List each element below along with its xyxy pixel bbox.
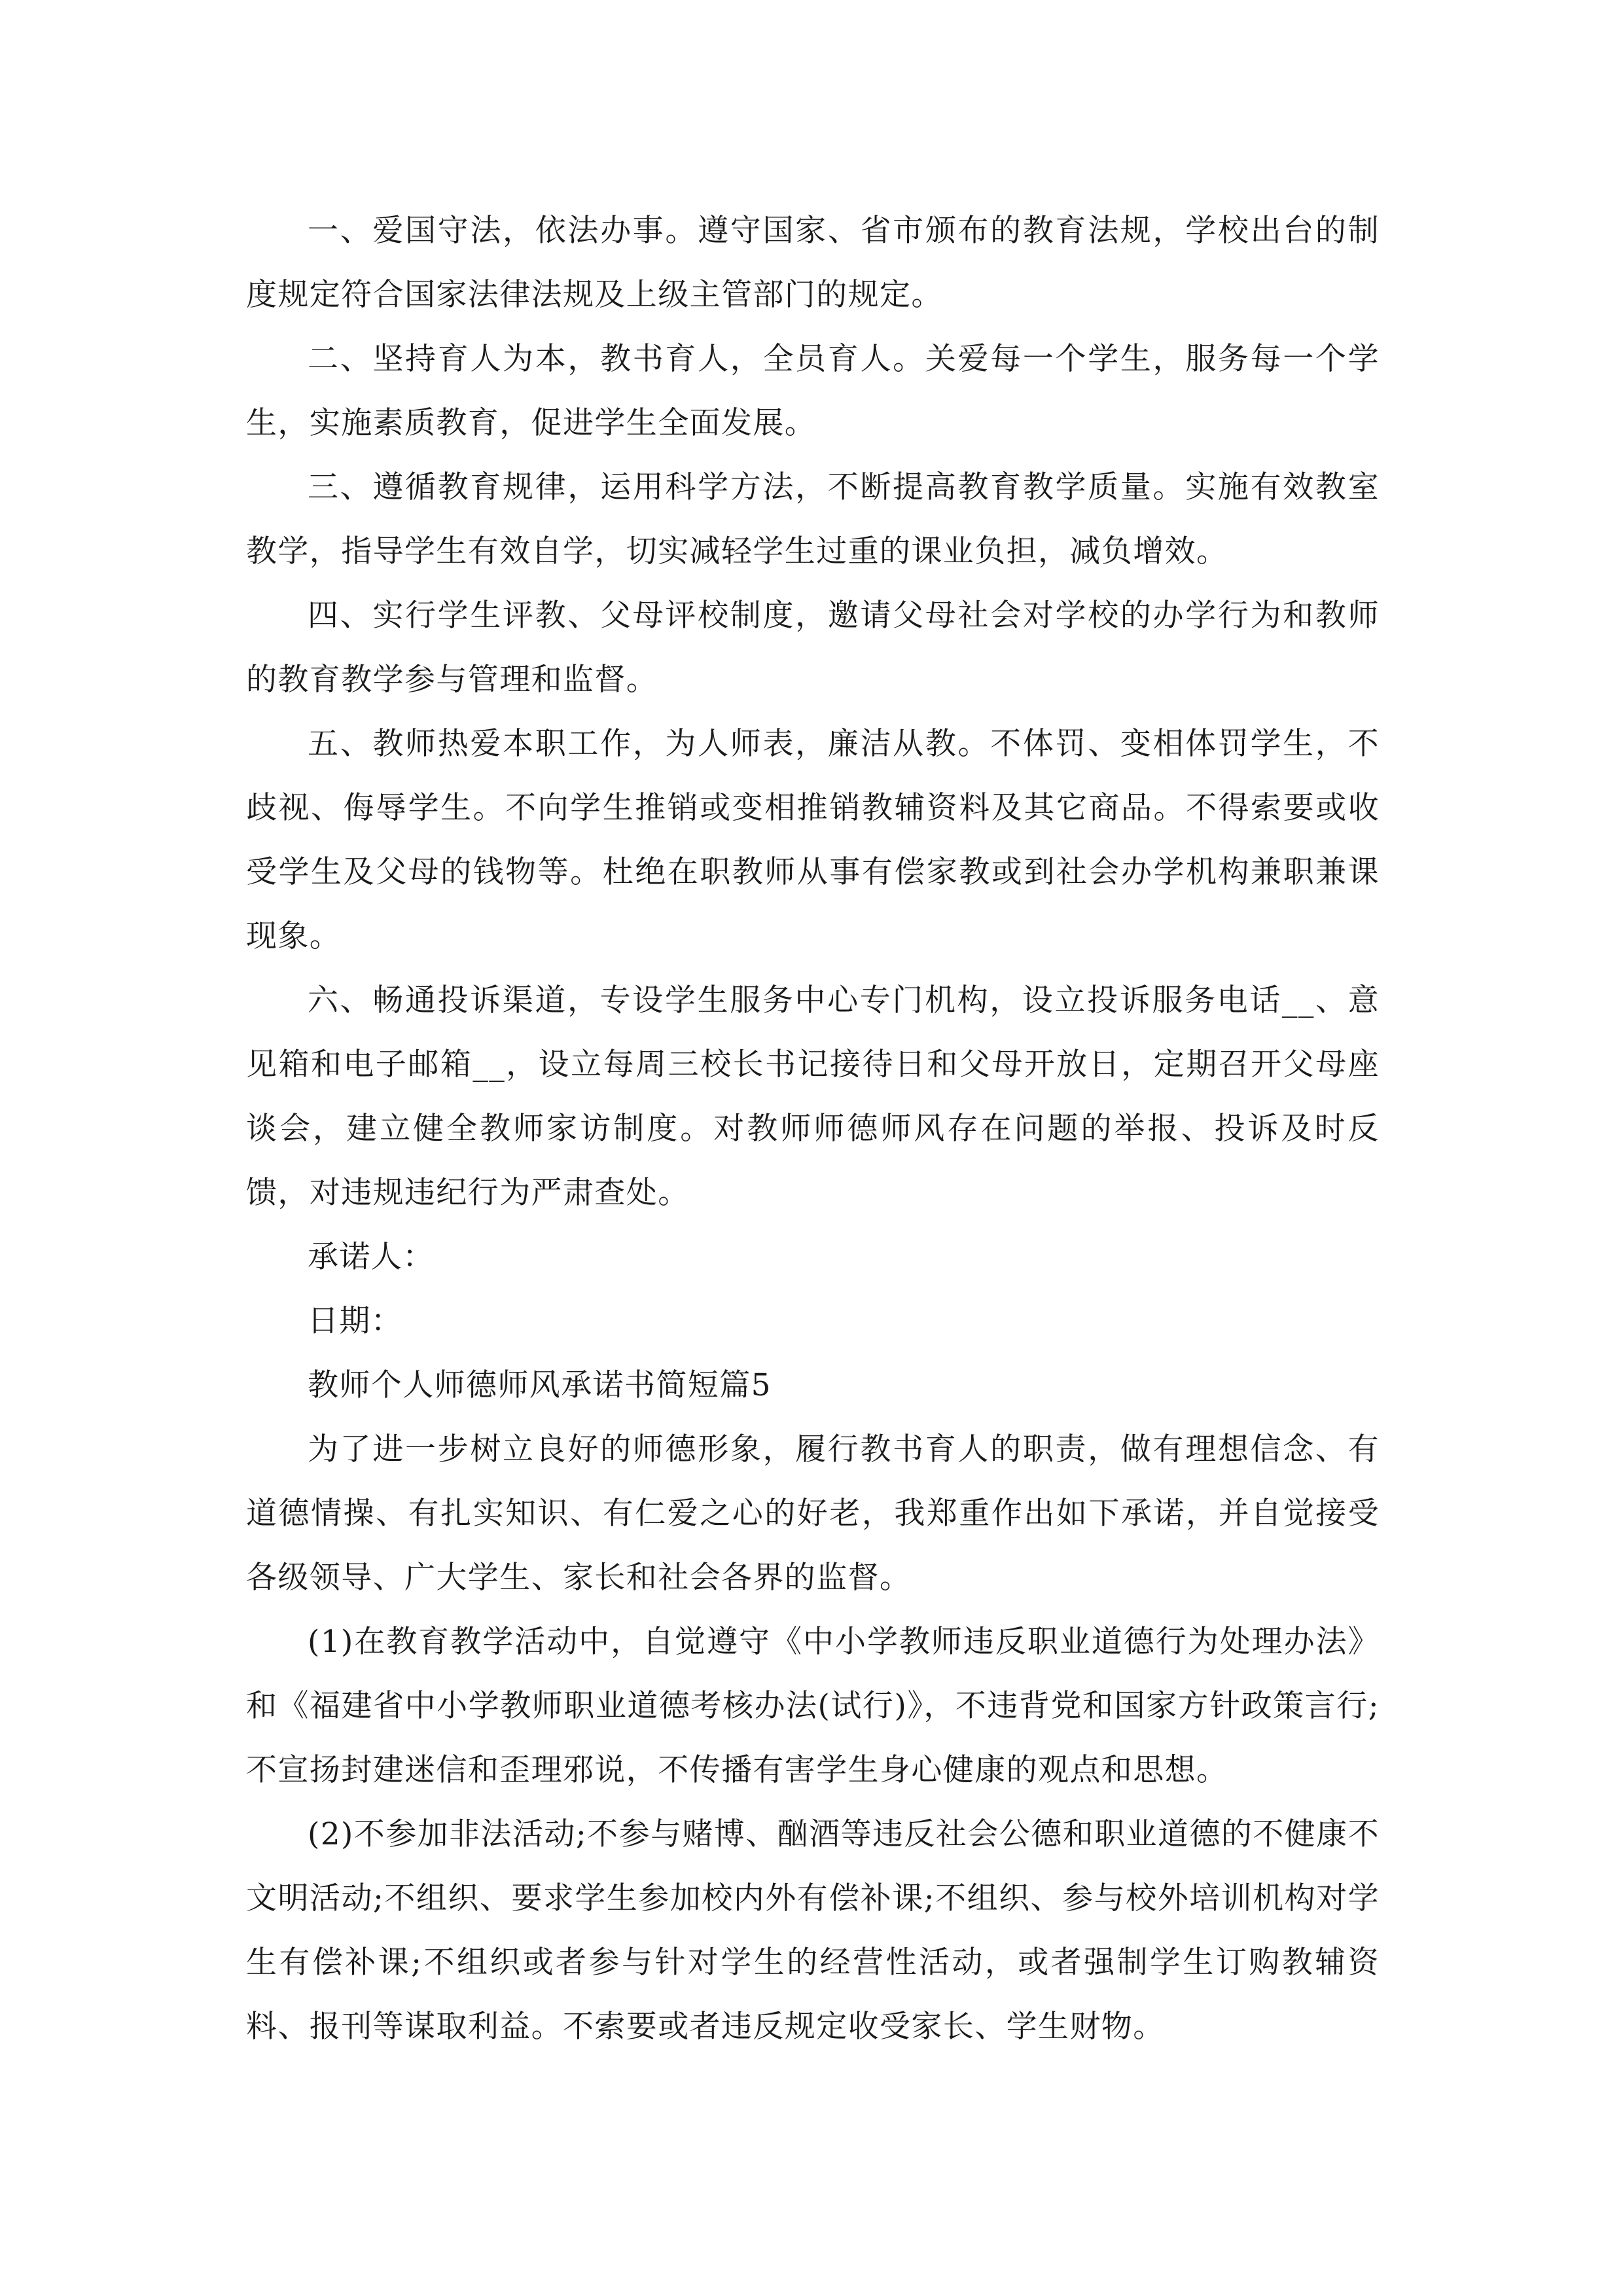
- document-body: [246, 199, 1380, 2059]
- paragraph-4: 四、实行学生评教、父母评校制度，邀请父母社会对学校的办学行为和教师的教育教学参与管理和监督。: [246, 598, 1380, 698]
- signer-label: 承诺人：: [308, 1239, 435, 1275]
- commitment-item-2: (2)不参加非法活动;不参与赌博、酗酒等违反社会公德和职业道德的不健康不文明活动;不组织、要求学生参加校内外有偿补课;不组织、参与校外培训机构对学生有偿补课;不组织或者参与针对学生的经营性活动，或者强制学生订购教辅资料、报刊等谋取利益。不索要或者违反规定收受家长、学生财物。: [246, 1816, 1380, 2045]
- section-title: 教师个人师德师风承诺书简短篇5: [308, 1367, 772, 1403]
- paragraph-2: 二、坚持育人为本，教书育人，全员育人。关爱每一个学生，服务每一个学生，实施素质教育，促进学生全面发展。: [246, 341, 1380, 441]
- paragraph-6: 六、畅通投诉渠道，专设学生服务中心专门机构，设立投诉服务电话__、意见箱和电子邮箱__，设立每周三校长书记接待日和父母开放日，定期召开父母座谈会，建立健全教师家访制度。对教师师德师风存在问题的举报、投诉及时反馈，对违规违纪行为严肃查处。: [246, 982, 1380, 1211]
- paragraph-3: 三、遵循教育规律，运用科学方法，不断提高教育教学质量。实施有效教室教学，指导学生有效自学，切实减轻学生过重的课业负担，减负增效。: [246, 469, 1380, 569]
- commitment-item-1: (1)在教育教学活动中，自觉遵守《中小学教师违反职业道德行为处理办法》和《福建省中小学教师职业道德考核办法(试行)》，不违背党和国家方针政策言行;不宣扬封建迷信和歪理邪说，不传播有害学生身心健康的观点和思想。: [246, 1624, 1380, 1788]
- intro-paragraph: 为了进一步树立良好的师德形象，履行教书育人的职责，做有理想信念、有道德情操、有扎实知识、有仁爱之心的好老，我郑重作出如下承诺，并自觉接受各级领导、广大学生、家长和社会各界的监督。: [246, 1431, 1380, 1596]
- paragraph-5: 五、教师热爱本职工作，为人师表，廉洁从教。不体罚、变相体罚学生，不歧视、侮辱学生。不向学生推销或变相推销教辅资料及其它商品。不得索要或收受学生及父母的钱物等。杜绝在职教师从事有偿家教或到社会办学机构兼职兼课现象。: [246, 726, 1380, 954]
- paragraph-1: 一、爱国守法，依法办事。遵守国家、省市颁布的教育法规，学校出台的制度规定符合国家法律法规及上级主管部门的规定。: [246, 213, 1380, 313]
- date-label: 日期：: [308, 1303, 403, 1339]
